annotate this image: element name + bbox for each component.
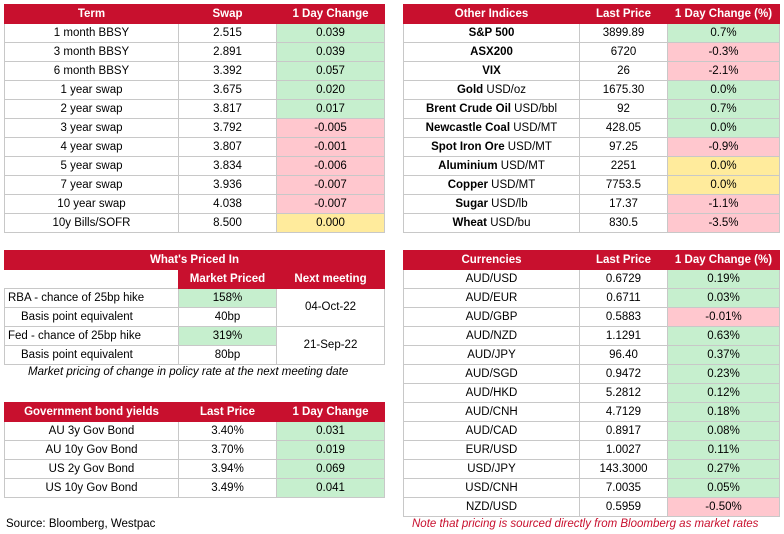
change-cell: -0.006: [277, 157, 385, 176]
index-name: Aluminium: [438, 159, 498, 172]
table-row: [404, 100, 780, 119]
change-cell: -0.001: [277, 138, 385, 157]
fx-change-cell: 0.11%: [668, 441, 780, 460]
fx-pair-cell: USD/CNH: [404, 479, 580, 498]
table-row: [404, 403, 780, 422]
change-cell: -0.007: [277, 176, 385, 195]
header-swap: Swap: [179, 5, 277, 24]
rba-next-meeting: 04-Oct-22: [277, 289, 385, 327]
table-row: [5, 460, 385, 479]
index-change-cell: 0.0%: [668, 176, 780, 195]
fx-price-cell: 1.0027: [580, 441, 668, 460]
index-unit: USD/bbl: [514, 102, 557, 115]
header-day-change-pct: 1 Day Change (%): [668, 5, 780, 24]
index-price-cell: 6720: [580, 43, 668, 62]
change-cell: 0.000: [277, 214, 385, 233]
table-row: [404, 365, 780, 384]
fed-value: 319%: [179, 327, 277, 346]
term-cell: 4 year swap: [5, 138, 179, 157]
table-row: [404, 498, 780, 517]
index-unit: USD/MT: [491, 178, 536, 191]
fed-next-meeting: 21-Sep-22: [277, 327, 385, 365]
header-next-meeting: Next meeting: [277, 270, 385, 289]
index-name: Gold: [456, 83, 484, 96]
table-row: [5, 24, 385, 43]
index-unit: USD/bu: [490, 216, 531, 229]
term-cell: 7 year swap: [5, 176, 179, 195]
rba-value: 158%: [179, 289, 277, 308]
fx-price-cell: 0.5883: [580, 308, 668, 327]
swap-cell: 3.817: [179, 100, 277, 119]
table-row: [404, 24, 780, 43]
bond-name-cell: US 2y Gov Bond: [5, 460, 179, 479]
bond-change-cell: 0.069: [277, 460, 385, 479]
fx-change-cell: -0.01%: [668, 308, 780, 327]
fx-change-cell: 0.23%: [668, 365, 780, 384]
fx-change-cell: 0.18%: [668, 403, 780, 422]
fx-change-cell: -0.50%: [668, 498, 780, 517]
fx-price-cell: 0.6711: [580, 289, 668, 308]
header-market-priced: Market Priced: [179, 270, 277, 289]
header-bond-change: 1 Day Change: [277, 403, 385, 422]
change-cell: -0.007: [277, 195, 385, 214]
fx-pair-cell: AUD/JPY: [404, 346, 580, 365]
fx-pair-cell: EUR/USD: [404, 441, 580, 460]
bond-change-cell: 0.031: [277, 422, 385, 441]
swap-cell: 2.891: [179, 43, 277, 62]
swap-cell: 8.500: [179, 214, 277, 233]
index-name-cell: [404, 100, 580, 119]
pricing-disclaimer: Note that pricing is sourced directly from Bloomberg as market rates: [412, 518, 759, 530]
index-price-cell: 26: [580, 62, 668, 81]
fx-price-cell: 7.0035: [580, 479, 668, 498]
table-row: [5, 138, 385, 157]
header-gov-bond-yields: Government bond yields: [5, 403, 179, 422]
indices-table-header: [404, 5, 780, 24]
term-cell: 1 month BBSY: [5, 24, 179, 43]
fx-pair-cell: AUD/CAD: [404, 422, 580, 441]
fx-change-cell: 0.08%: [668, 422, 780, 441]
index-change-cell: 0.0%: [668, 119, 780, 138]
rba-bp-value: 40bp: [179, 308, 277, 327]
fx-price-cell: 5.2812: [580, 384, 668, 403]
change-cell: 0.039: [277, 43, 385, 62]
fx-price-cell: 0.5959: [580, 498, 668, 517]
index-price-cell: 2251: [580, 157, 668, 176]
fx-pair-cell: AUD/EUR: [404, 289, 580, 308]
fx-pair-cell: AUD/USD: [404, 270, 580, 289]
table-row: [5, 441, 385, 460]
index-price-cell: 17.37: [580, 195, 668, 214]
index-name-cell: [404, 138, 580, 157]
other-indices-table: [403, 4, 780, 233]
swap-cell: 3.807: [179, 138, 277, 157]
table-row: [404, 384, 780, 403]
table-row: [5, 157, 385, 176]
change-cell: 0.057: [277, 62, 385, 81]
swap-table-header: [5, 5, 385, 24]
term-cell: 10 year swap: [5, 195, 179, 214]
table-row: [5, 479, 385, 498]
change-cell: 0.017: [277, 100, 385, 119]
index-unit: USD/MT: [500, 159, 545, 172]
table-row: [404, 327, 780, 346]
fx-change-cell: 0.37%: [668, 346, 780, 365]
index-name: Sugar: [455, 197, 488, 210]
bond-price-cell: 3.49%: [179, 479, 277, 498]
fx-pair-cell: USD/JPY: [404, 460, 580, 479]
rba-row: [5, 289, 385, 308]
priced-in-spacer: [5, 270, 179, 289]
index-change-cell: 0.0%: [668, 81, 780, 100]
index-change-cell: -3.5%: [668, 214, 780, 233]
bond-yields-table: [4, 402, 385, 498]
table-row: [404, 270, 780, 289]
bond-name-cell: AU 3y Gov Bond: [5, 422, 179, 441]
index-change-cell: -2.1%: [668, 62, 780, 81]
fx-pair-cell: AUD/GBP: [404, 308, 580, 327]
table-row: [5, 195, 385, 214]
table-row: [404, 62, 780, 81]
header-currencies: Currencies: [404, 251, 580, 270]
table-row: [5, 43, 385, 62]
table-row: [404, 289, 780, 308]
table-row: [404, 441, 780, 460]
fed-row: [5, 327, 385, 346]
fx-pair-cell: AUD/CNH: [404, 403, 580, 422]
index-price-cell: 97.25: [580, 138, 668, 157]
fx-price-cell: 96.40: [580, 346, 668, 365]
swap-cell: 3.675: [179, 81, 277, 100]
swap-cell: 3.392: [179, 62, 277, 81]
swap-cell: 3.792: [179, 119, 277, 138]
fx-price-cell: 4.7129: [580, 403, 668, 422]
index-name-cell: [404, 119, 580, 138]
fx-price-cell: 1.1291: [580, 327, 668, 346]
fx-price-cell: 143.3000: [580, 460, 668, 479]
bond-name-cell: AU 10y Gov Bond: [5, 441, 179, 460]
index-name: ASX200: [470, 45, 513, 58]
bond-price-cell: 3.70%: [179, 441, 277, 460]
table-row: [404, 138, 780, 157]
index-price-cell: 92: [580, 100, 668, 119]
table-row: [404, 43, 780, 62]
index-name: Newcastle Coal: [425, 121, 511, 134]
index-price-cell: 7753.5: [580, 176, 668, 195]
bond-price-cell: 3.94%: [179, 460, 277, 479]
index-change-cell: -0.9%: [668, 138, 780, 157]
term-cell: 2 year swap: [5, 100, 179, 119]
index-price-cell: 3899.89: [580, 24, 668, 43]
fx-change-cell: 0.03%: [668, 289, 780, 308]
table-row: [5, 62, 385, 81]
swap-cell: 3.936: [179, 176, 277, 195]
index-name: Spot Iron Ore: [431, 140, 505, 153]
index-unit: USD/MT: [513, 121, 558, 134]
change-cell: 0.020: [277, 81, 385, 100]
index-name: Copper: [447, 178, 488, 191]
table-row: [404, 422, 780, 441]
index-name: Brent Crude Oil: [425, 102, 511, 115]
term-cell: 10y Bills/SOFR: [5, 214, 179, 233]
index-change-cell: -1.1%: [668, 195, 780, 214]
swap-cell: 2.515: [179, 24, 277, 43]
index-name-cell: [404, 81, 580, 100]
swap-cell: 3.834: [179, 157, 277, 176]
currencies-table: [403, 250, 780, 517]
swap-cell: 4.038: [179, 195, 277, 214]
table-row: [404, 195, 780, 214]
index-name: Wheat: [452, 216, 487, 229]
index-unit: USD/oz: [486, 83, 527, 96]
index-price-cell: 428.05: [580, 119, 668, 138]
priced-in-table: [4, 250, 385, 365]
priced-in-title: What's Priced In: [5, 251, 385, 270]
index-name: S&P 500: [468, 26, 515, 39]
header-fx-change: 1 Day Change (%): [668, 251, 780, 270]
table-row: [404, 479, 780, 498]
priced-in-note: Market pricing of change in policy rate at the next meeting date: [28, 366, 349, 378]
table-row: [404, 176, 780, 195]
swap-rates-table: [4, 4, 385, 233]
fx-price-cell: 0.9472: [580, 365, 668, 384]
table-row: [5, 119, 385, 138]
fx-change-cell: 0.12%: [668, 384, 780, 403]
index-price-cell: 830.5: [580, 214, 668, 233]
header-last-price: Last Price: [580, 5, 668, 24]
change-cell: 0.039: [277, 24, 385, 43]
table-row: [5, 214, 385, 233]
index-name-cell: [404, 157, 580, 176]
index-name-cell: [404, 214, 580, 233]
index-name-cell: [404, 62, 580, 81]
fx-pair-cell: AUD/NZD: [404, 327, 580, 346]
header-fx-last-price: Last Price: [580, 251, 668, 270]
index-change-cell: 0.7%: [668, 24, 780, 43]
bond-price-cell: 3.40%: [179, 422, 277, 441]
table-row: [5, 81, 385, 100]
fed-bp-label: Basis point equivalent: [5, 346, 179, 365]
term-cell: 1 year swap: [5, 81, 179, 100]
index-name-cell: [404, 24, 580, 43]
index-name: VIX: [482, 64, 501, 77]
fed-bp-value: 80bp: [179, 346, 277, 365]
index-name-cell: [404, 176, 580, 195]
table-row: [404, 346, 780, 365]
fx-pair-cell: NZD/USD: [404, 498, 580, 517]
table-row: [404, 460, 780, 479]
fx-change-cell: 0.63%: [668, 327, 780, 346]
fx-price-cell: 0.6729: [580, 270, 668, 289]
fx-pair-cell: AUD/HKD: [404, 384, 580, 403]
term-cell: 6 month BBSY: [5, 62, 179, 81]
fx-price-cell: 0.8917: [580, 422, 668, 441]
table-row: [404, 81, 780, 100]
rba-label: RBA - chance of 25bp hike: [5, 289, 179, 308]
term-cell: 3 month BBSY: [5, 43, 179, 62]
table-row: [404, 308, 780, 327]
fx-change-cell: 0.05%: [668, 479, 780, 498]
header-other-indices: Other Indices: [404, 5, 580, 24]
index-change-cell: 0.0%: [668, 157, 780, 176]
header-bond-last-price: Last Price: [179, 403, 277, 422]
bond-change-cell: 0.019: [277, 441, 385, 460]
index-unit: USD/MT: [507, 140, 552, 153]
table-row: [404, 214, 780, 233]
index-change-cell: 0.7%: [668, 100, 780, 119]
bond-change-cell: 0.041: [277, 479, 385, 498]
fx-pair-cell: AUD/SGD: [404, 365, 580, 384]
term-cell: 5 year swap: [5, 157, 179, 176]
header-term: Term: [5, 5, 179, 24]
change-cell: -0.005: [277, 119, 385, 138]
fx-change-cell: 0.19%: [668, 270, 780, 289]
table-row: [5, 422, 385, 441]
fed-label: Fed - chance of 25bp hike: [5, 327, 179, 346]
table-row: [404, 119, 780, 138]
index-unit: USD/lb: [491, 197, 528, 210]
rba-bp-label: Basis point equivalent: [5, 308, 179, 327]
bond-name-cell: US 10y Gov Bond: [5, 479, 179, 498]
header-change: 1 Day Change: [277, 5, 385, 24]
table-row: [5, 176, 385, 195]
source-note: Source: Bloomberg, Westpac: [6, 518, 156, 530]
table-row: [404, 157, 780, 176]
index-name-cell: [404, 195, 580, 214]
table-row: [5, 100, 385, 119]
fx-change-cell: 0.27%: [668, 460, 780, 479]
index-price-cell: 1675.30: [580, 81, 668, 100]
index-change-cell: -0.3%: [668, 43, 780, 62]
index-name-cell: [404, 43, 580, 62]
term-cell: 3 year swap: [5, 119, 179, 138]
